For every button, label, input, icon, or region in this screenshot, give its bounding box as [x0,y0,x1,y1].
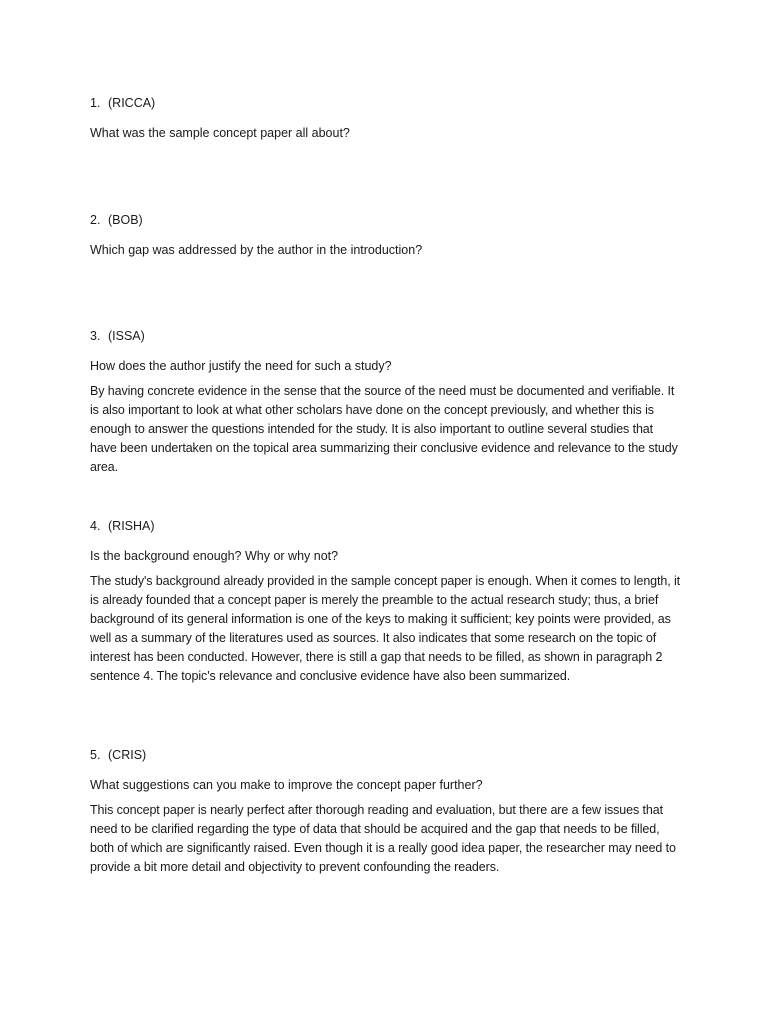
item-number: 5. [90,748,101,762]
item-number: 3. [90,329,101,343]
item-number: 4. [90,519,101,533]
item-number: 1. [90,96,101,110]
question-text: Is the background enough? Why or why not? [90,549,339,563]
item-heading [90,747,690,763]
question-item-4 [90,518,690,683]
answer-text: The study's background already provided in the sample concept paper is enough. When it comes to length, it is already founded that a concept paper is merely the preamble to the actual research study; thus, a brief background of its general information is one of the keys to making it sufficient; key points were provided, as well as a summary of the literatures used as sources. It also indicates that some research on the topic of interest has been conducted. However, there is still a gap that needs to be filled, as shown in paragraph 2 sentence 4. The topic's relevance and conclusive evidence have also been summarized. [90,574,681,683]
item-number: 2. [90,213,101,227]
item-heading [90,518,690,534]
question-item-2 [90,212,690,257]
question-text: Which gap was addressed by the author in the introduction? [90,243,423,257]
question-item-5 [90,747,690,874]
item-heading [90,95,690,111]
respondent-name: (RICCA) [108,96,156,110]
question-text: How does the author justify the need for such a study? [90,359,392,373]
item-heading [90,328,690,344]
respondent-name: (BOB) [108,213,143,227]
question-text: What suggestions can you make to improve the concept paper further? [90,778,483,792]
respondent-name: (RISHA) [108,519,155,533]
respondent-name: (ISSA) [108,329,145,343]
answer-text: This concept paper is nearly perfect after thorough reading and evaluation, but there are a few issues that need to be clarified regarding the type of data that should be acquired and the gap that needs to be filled, both of which are significantly raised. Even though it is a really good idea paper, the researcher may need to provide a bit more detail and objectivity to prevent confounding the readers. [90,803,676,874]
question-item-1 [90,95,690,140]
question-item-3 [90,328,690,474]
respondent-name: (CRIS) [108,748,147,762]
answer-text: By having concrete evidence in the sense that the source of the need must be documented and verifiable. It is also important to look at what other scholars have done on the concept previously, and whether this is enough to answer the questions intended for the study. It is also important to outline several studies that have been undertaken on the topical area summarizing their conclusive evidence and relevance to the study area. [90,384,678,474]
question-text: What was the sample concept paper all about? [90,126,350,140]
item-heading [90,212,690,228]
